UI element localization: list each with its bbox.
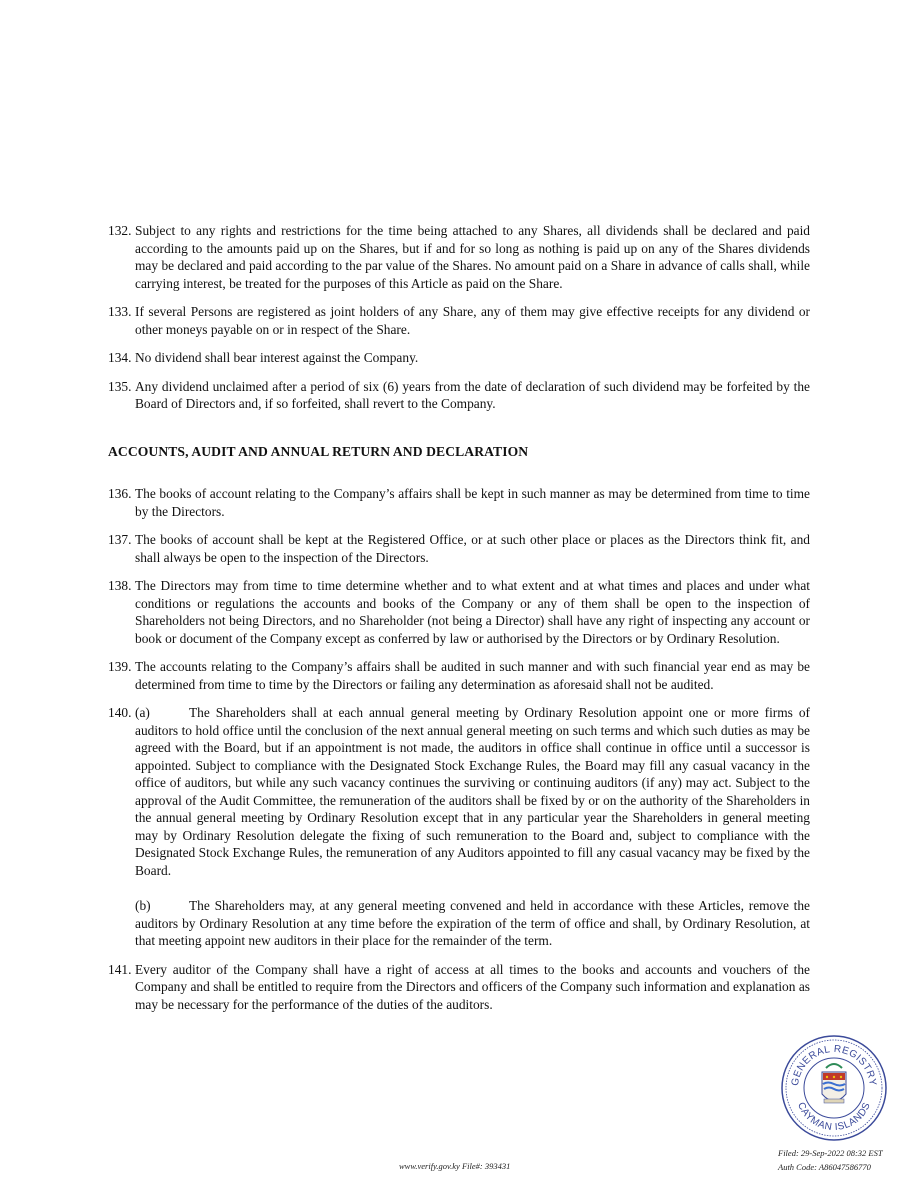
subclause-text: The Shareholders shall at each annual general meeting by Ordinary Resolution appoint one or more firms of auditors to hold office until the conclusion of the next annual general meeting on such terms and which such duties as may be agreed with the Board, but if an appointment is not made, the auditors in office shall continue in office until a successor is appointed. Subject to compliance with the Designated Stock Exchange Rules, the Board may fill any casual vacancy in the office of auditors, but while any such vacancy continues the surviving or continuing auditors (if any) may act. Subject to the approval of the Audit Committee, the remuneration of the auditors shall be fixed by or on the authority of the Shareholders in the annual general meeting by Ordinary Resolution except that in any particular year the Shareholders in general meeting may by Ordinary Resolution delegate the fixing of such remuneration to the Board and, subject to compliance with the Designated Stock Exchange Rules, the remuneration of any Auditors appointed to fill any casual vacancy may be fixed by the Board.: [135, 705, 810, 878]
article-number: 132.: [108, 223, 132, 238]
article-body: Any dividend unclaimed after a period of six (6) years from the date of declaration of such dividend may be forfeited by the Board of Directors and, if so forfeited, shall revert to the Company.: [135, 378, 810, 411]
article-number: 135.: [108, 378, 132, 394]
filing-info: [778, 1146, 908, 1174]
article-body: No dividend shall bear interest against the Company.: [135, 350, 419, 365]
subclause-b: [135, 897, 810, 950]
seal-bottom-text: CAYMAN ISLANDS: [795, 1100, 873, 1134]
article-number: 136.: [108, 486, 132, 501]
article-number: 138.: [108, 578, 132, 593]
subclause-label: (a): [135, 705, 150, 720]
article-number: 137.: [108, 532, 132, 547]
article-body: The books of account relating to the Company’s affairs shall be kept in such manner as may be determined from time to time by the Directors.: [135, 486, 810, 519]
article-136: [108, 485, 810, 520]
article-139: [108, 658, 810, 693]
article-number: 140.: [108, 705, 132, 720]
article-number: 141.: [108, 961, 132, 977]
article-number: 133.: [108, 304, 132, 319]
article-138: [108, 577, 810, 647]
article-137: [108, 531, 810, 566]
article-number: 134.: [108, 350, 132, 365]
coat-of-arms-icon: [822, 1064, 846, 1103]
seal-top-text: GENERAL REGISTRY: [789, 1043, 879, 1087]
spacer: [135, 879, 810, 897]
article-body: Subject to any rights and restrictions for the time being attached to any Shares, all dividends shall be declared and paid according to the amounts paid up on the Shares, but if and for so long as nothing is paid up on any of the Shares dividends may be declared and paid according to the par value of the Shares. No amount paid on a Share in advance of calls shall, while carrying interest, be treated for the purposes of this Article as paid on the Share.: [135, 223, 810, 291]
subclause-label: (b): [135, 898, 151, 913]
subclause-text: The Shareholders may, at any general meeting convened and held in accordance with these Articles, remove the auditors by Ordinary Resolution at any time before the expiration of the term of office and shall, by Ordinary Resolution, at that meeting appoint new auditors in their place for the remainder of the term.: [135, 898, 810, 948]
article-body: The accounts relating to the Company’s affairs shall be audited in such manner and with such financial year end as may be determined from time to time by the Directors or failing any determination as aforesaid shall not be audited.: [135, 659, 810, 692]
subclause-a: [135, 704, 810, 879]
article-body: If several Persons are registered as joint holders of any Share, any of them may give effective receipts for any dividend or other moneys payable on or in respect of the Share.: [135, 304, 810, 337]
article-number: 139.: [108, 659, 132, 674]
article-body: The books of account shall be kept at the Registered Office, or at such other place or places as the Directors think fit, and shall always be open to the inspection of the Directors.: [135, 532, 810, 565]
auth-code: Auth Code: A86047586770: [778, 1162, 871, 1172]
article-140: [108, 704, 810, 950]
article-body: Every auditor of the Company shall have a right of access at all times to the books and accounts and vouchers of the Company and shall be entitled to require from the Directors and officers of the Company such information and explanation as may be necessary for the performance of the duties of the auditors.: [135, 961, 810, 1012]
article-body: [135, 704, 810, 950]
section-heading: ACCOUNTS, AUDIT AND ANNUAL RETURN AND DECLARATION: [108, 443, 529, 459]
registry-seal: [780, 1034, 888, 1142]
verify-url: www.verify.gov.ky File#: 393431: [399, 1161, 511, 1171]
article-text: [108, 222, 810, 1024]
filed-date: Filed: 29-Sep-2022 08:32 EST: [778, 1148, 883, 1158]
article-134: [108, 349, 810, 367]
article-132: [108, 222, 810, 292]
article-133: [108, 303, 810, 338]
article-135: [108, 378, 810, 413]
article-141: [108, 961, 810, 1014]
article-body: The Directors may from time to time determine whether and to what extent and at what times and places and under what conditions or regulations the accounts and books of the Company or any of them shall be open to the inspection of Shareholders not being Directors, and no Shareholder (not being a Director) shall have any right of inspecting any account or book or document of the Company except as conferred by law or authorised by the Directors or by Ordinary Resolution.: [135, 578, 810, 646]
